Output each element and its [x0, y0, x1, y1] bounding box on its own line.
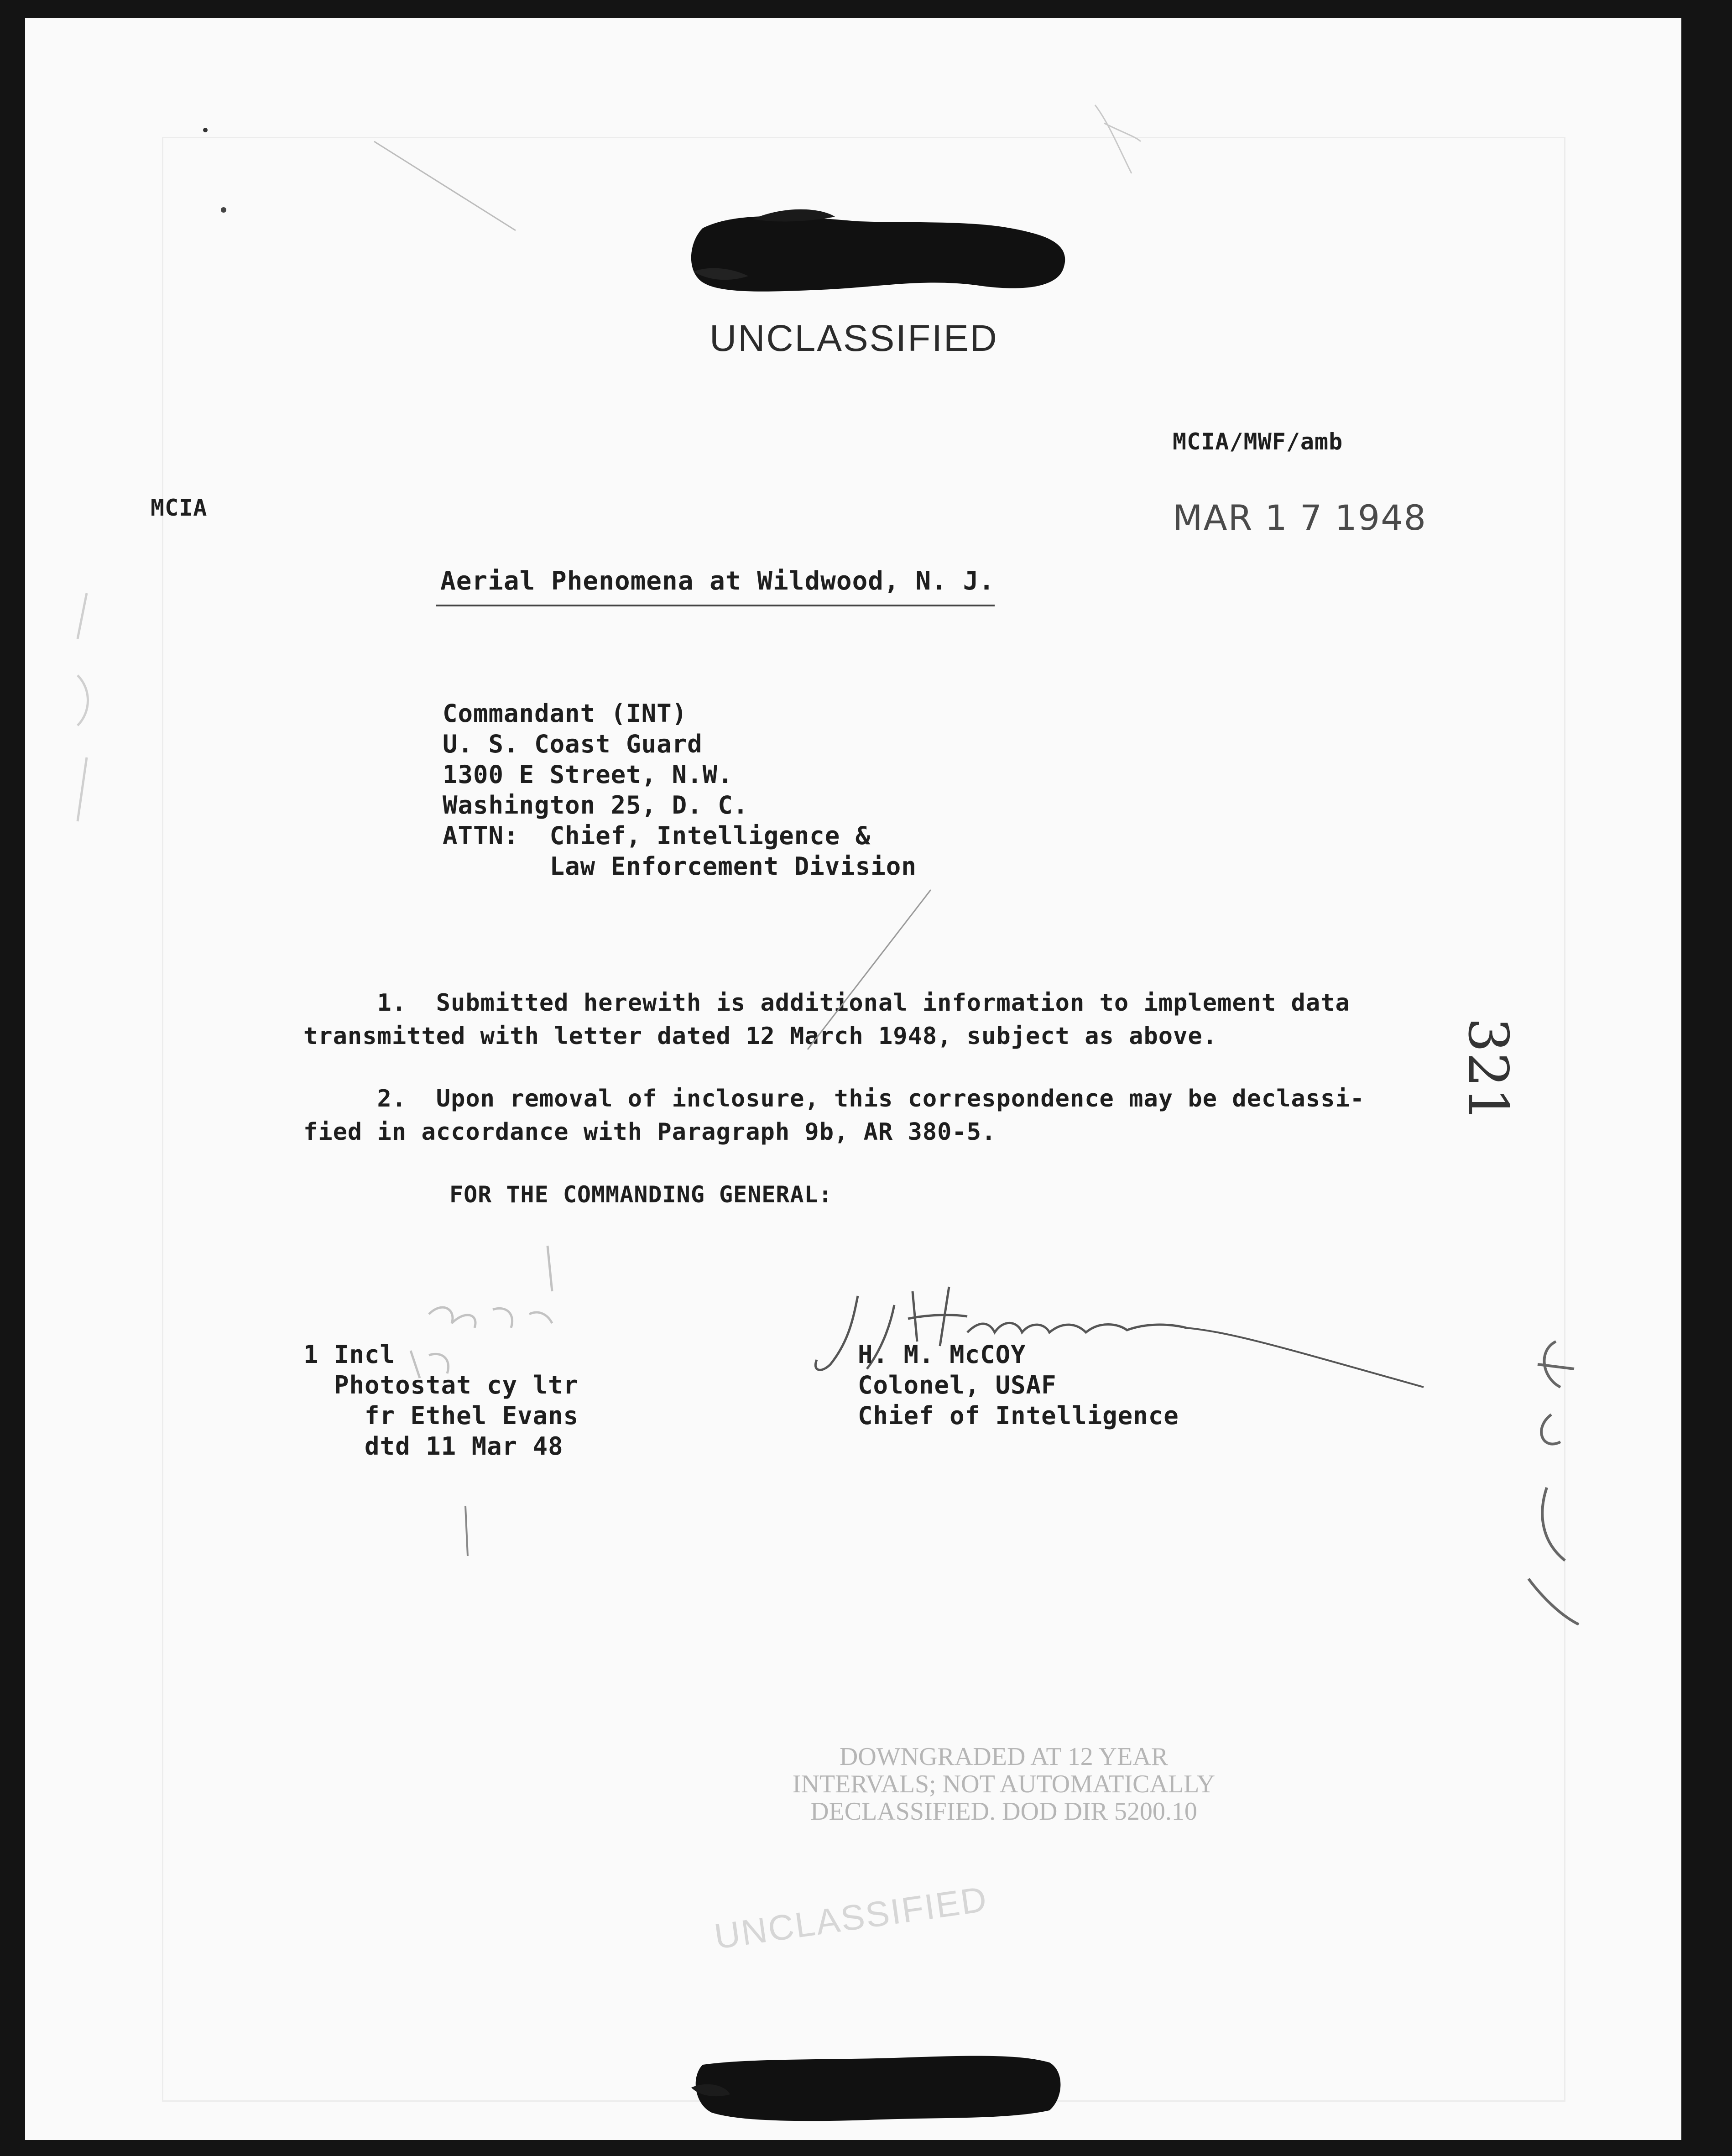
enclosure-line: Photostat cy ltr: [303, 1371, 579, 1399]
paragraph-2-line-2: fied in accordance with Paragraph 9b, AR 380-5.: [303, 1118, 996, 1146]
downgrade-line: DECLASSIFIED. DOD DIR 5200.10: [810, 1797, 1197, 1826]
addressee-line: Commandant (INT): [443, 699, 688, 728]
paragraph-2-line-1: 2. Upon removal of inclosure, this correspondence may be declassi-: [303, 1085, 1365, 1112]
addressee-line: Washington 25, D. C.: [443, 791, 749, 820]
paragraph-1-line-1: 1. Submitted herewith is additional information to implement data: [303, 989, 1350, 1017]
signer-rank: Colonel, USAF: [858, 1371, 1057, 1399]
classification-marking-top: UNCLASSIFIED: [709, 318, 998, 359]
date-stamp: MAR 1 7 1948: [1173, 497, 1427, 538]
signer-name: H. M. McCOY: [858, 1340, 1026, 1369]
closing-line: FOR THE COMMANDING GENERAL:: [449, 1181, 833, 1208]
addressee-line: ATTN: Chief, Intelligence &: [443, 821, 871, 850]
signer-title: Chief of Intelligence: [858, 1401, 1179, 1430]
downgrade-line: INTERVALS; NOT AUTOMATICALLY: [792, 1770, 1216, 1798]
addressee-line: 1300 E Street, N.W.: [443, 760, 733, 789]
paragraph-1-line-2: transmitted with letter dated 12 March 1948, subject as above.: [303, 1023, 1218, 1050]
downgrade-line: DOWNGRADED AT 12 YEAR: [839, 1743, 1169, 1771]
enclosure-line: 1 Incl: [303, 1340, 396, 1369]
margin-note: 321: [1456, 1018, 1519, 1122]
downgrade-notice: [662, 1743, 1346, 1825]
addressee-line: U. S. Coast Guard: [443, 730, 703, 758]
file-reference: MCIA/MWF/amb: [1173, 428, 1343, 455]
addressee-line: Law Enforcement Division: [443, 852, 917, 881]
subject-line: Aerial Phenomena at Wildwood, N. J.: [440, 566, 995, 596]
classification-marking-bottom: UNCLASSIFIED: [712, 1878, 991, 1957]
enclosure-line: dtd 11 Mar 48: [303, 1432, 563, 1461]
office-code: MCIA: [151, 495, 208, 521]
enclosure-line: fr Ethel Evans: [303, 1401, 579, 1430]
